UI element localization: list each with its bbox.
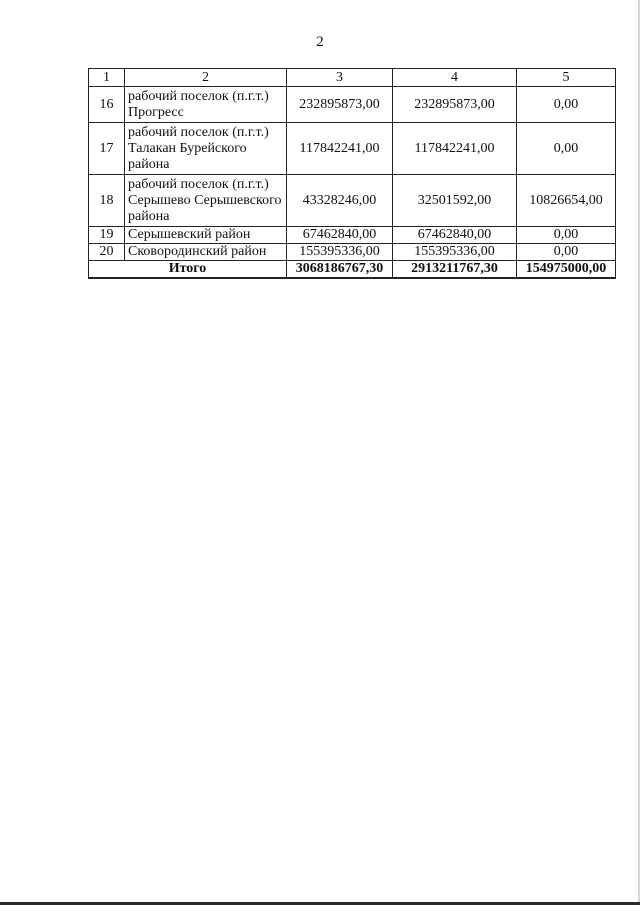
row-value-col4: 117842241,00 <box>393 123 517 175</box>
row-value-col3: 155395336,00 <box>287 244 393 261</box>
row-value-col5: 0,00 <box>517 227 616 244</box>
total-row <box>89 261 616 279</box>
row-value-col4: 232895873,00 <box>393 87 517 123</box>
row-value-col4: 155395336,00 <box>393 244 517 261</box>
row-value-col5: 0,00 <box>517 123 616 175</box>
row-name: Серышевский район <box>125 227 287 244</box>
row-value-col5: 10826654,00 <box>517 175 616 227</box>
row-number: 20 <box>89 244 125 261</box>
row-number: 17 <box>89 123 125 175</box>
row-value-col3: 67462840,00 <box>287 227 393 244</box>
row-value-col5: 0,00 <box>517 87 616 123</box>
table-row <box>89 123 616 175</box>
table-row <box>89 227 616 244</box>
total-value-col5: 154975000,00 <box>517 261 616 279</box>
row-value-col4: 32501592,00 <box>393 175 517 227</box>
total-value-col3: 3068186767,30 <box>287 261 393 279</box>
header-col-3: 3 <box>287 69 393 87</box>
row-value-col5: 0,00 <box>517 244 616 261</box>
row-number: 19 <box>89 227 125 244</box>
header-col-5: 5 <box>517 69 616 87</box>
row-name: рабочий поселок (п.г.т.) Прогресс <box>125 87 287 123</box>
row-name: Сковородинский район <box>125 244 287 261</box>
page-number: 2 <box>316 34 324 50</box>
header-col-1: 1 <box>89 69 125 87</box>
header-row <box>89 69 616 87</box>
row-name: рабочий поселок (п.г.т.) Талакан Бурейского района <box>125 123 287 175</box>
total-label: Итого <box>89 261 287 279</box>
row-value-col3: 232895873,00 <box>287 87 393 123</box>
header-col-4: 4 <box>393 69 517 87</box>
row-number: 16 <box>89 87 125 123</box>
row-value-col3: 117842241,00 <box>287 123 393 175</box>
row-number: 18 <box>89 175 125 227</box>
row-value-col4: 67462840,00 <box>393 227 517 244</box>
row-name: рабочий поселок (п.г.т.) Серышево Серышевского района <box>125 175 287 227</box>
total-value-col4: 2913211767,30 <box>393 261 517 279</box>
table-row <box>89 244 616 261</box>
table-row <box>89 175 616 227</box>
row-value-col3: 43328246,00 <box>287 175 393 227</box>
data-table <box>88 68 616 279</box>
header-col-2: 2 <box>125 69 287 87</box>
table-row <box>89 87 616 123</box>
